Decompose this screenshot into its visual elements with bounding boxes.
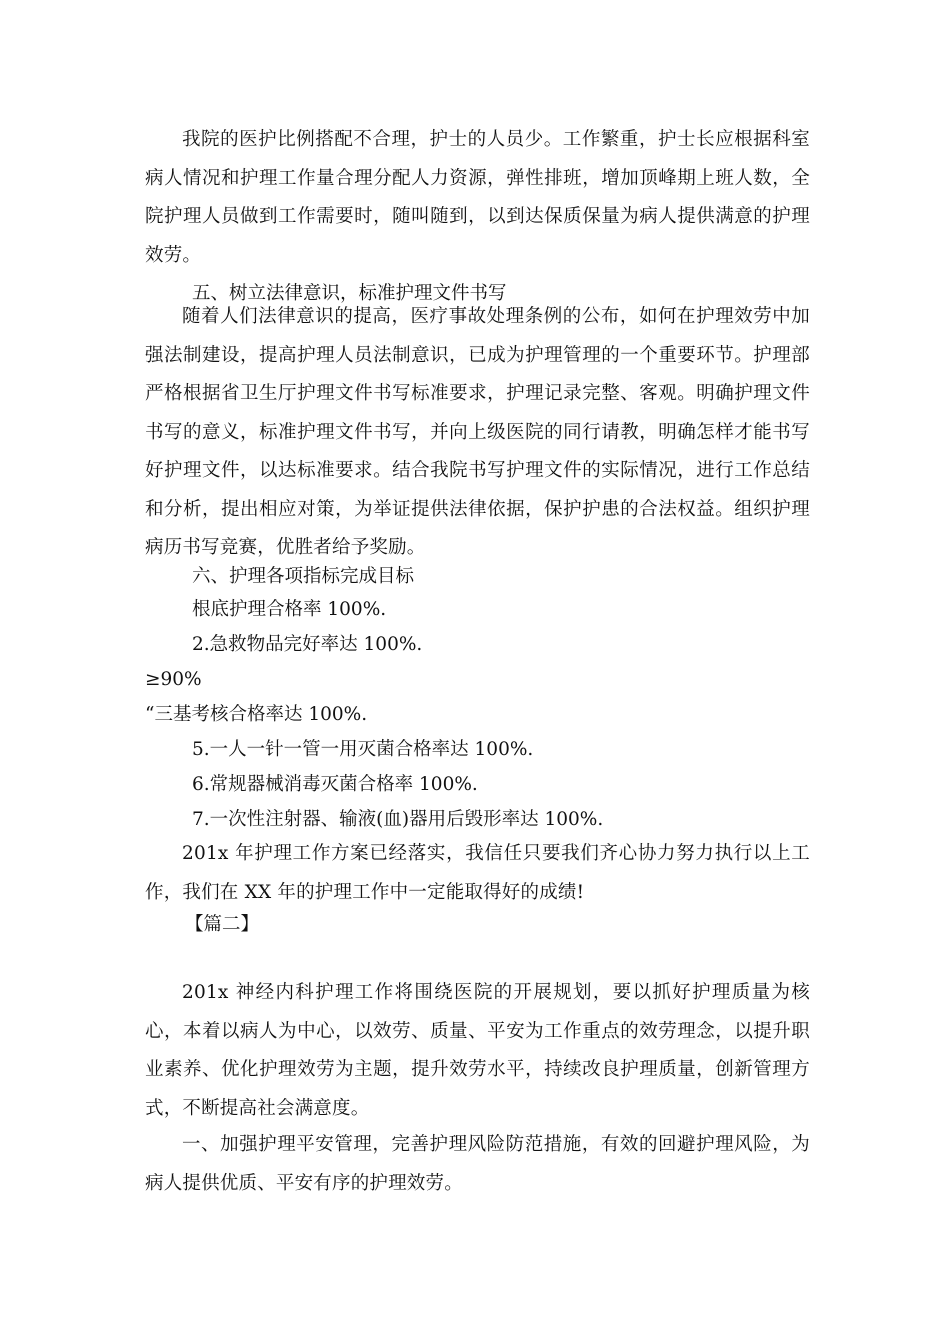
target-item-1: 根底护理合格率 100%. — [192, 599, 387, 620]
heading-section-five: 五、树立法律意识，标准护理文件书写 — [192, 283, 507, 304]
target-item-2: 2.急救物品完好率达 100%. — [192, 634, 423, 655]
heading-section-six: 六、护理各项指标完成目标 — [192, 566, 415, 587]
target-item-5: 5.一人一针一管一用灭菌合格率达 100%. — [192, 739, 534, 760]
paragraph-legal-awareness: 随着人们法律意识的提高，医疗事故处理条例的公布，如何在护理效劳中加强法制建设，提高护理人员法制意识，已成为护理管理的一个重要环节。护理部严格根据省卫生厅护理文件书写标准要求，护理记录完整、客观。明确护理文件书写的意义，标准护理文件书写，并向上级医院的同行请教，明确怎样才能书写好护理文件，以达标准要求。结合我院书写护理文件的实际情况，进行工作总结和分析，提出相应对策，为举证提供法律依据，保护护患的合法权益。组织护理病历书写竞赛，优胜者给予奖励。 — [145, 306, 810, 558]
target-item-3: ≥90% — [145, 669, 202, 690]
paragraph-safety-management: 一、加强护理平安管理，完善护理风险防范措施，有效的回避护理风险，为病人提供优质、平安有序的护理效劳。 — [145, 1134, 810, 1194]
paragraph-plan-conclusion: 201x 年护理工作方案已经落实，我信任只要我们齐心协力努力执行以上工作，我们在 XX 年的护理工作中一定能取得好的成绩! — [145, 843, 810, 903]
target-item-7: 7.一次性注射器、输液(血)器用后毁形率达 100%. — [192, 809, 604, 830]
section-two-heading: 【篇二】 — [185, 914, 260, 935]
target-item-6: 6.常规器械消毒灭菌合格率 100%. — [192, 774, 478, 795]
paragraph-neurology-plan: 201x 神经内科护理工作将围绕医院的开展规划，要以抓好护理质量为核心，本着以病人为中心，以效劳、质量、平安为工作重点的效劳理念，以提升职业素养、优化护理效劳为主题，提升效劳水平，持续改良护理质量，创新管理方式，不断提高社会满意度。 — [145, 982, 810, 1119]
target-item-4: “三基考核合格率达 100%. — [145, 704, 368, 725]
paragraph-staffing: 我院的医护比例搭配不合理，护士的人员少。工作繁重，护士长应根据科室病人情况和护理工作量合理分配人力资源，弹性排班，增加顶峰期上班人数，全院护理人员做到工作需要时，随叫随到，以到达保质保量为病人提供满意的护理效劳。 — [145, 129, 810, 266]
